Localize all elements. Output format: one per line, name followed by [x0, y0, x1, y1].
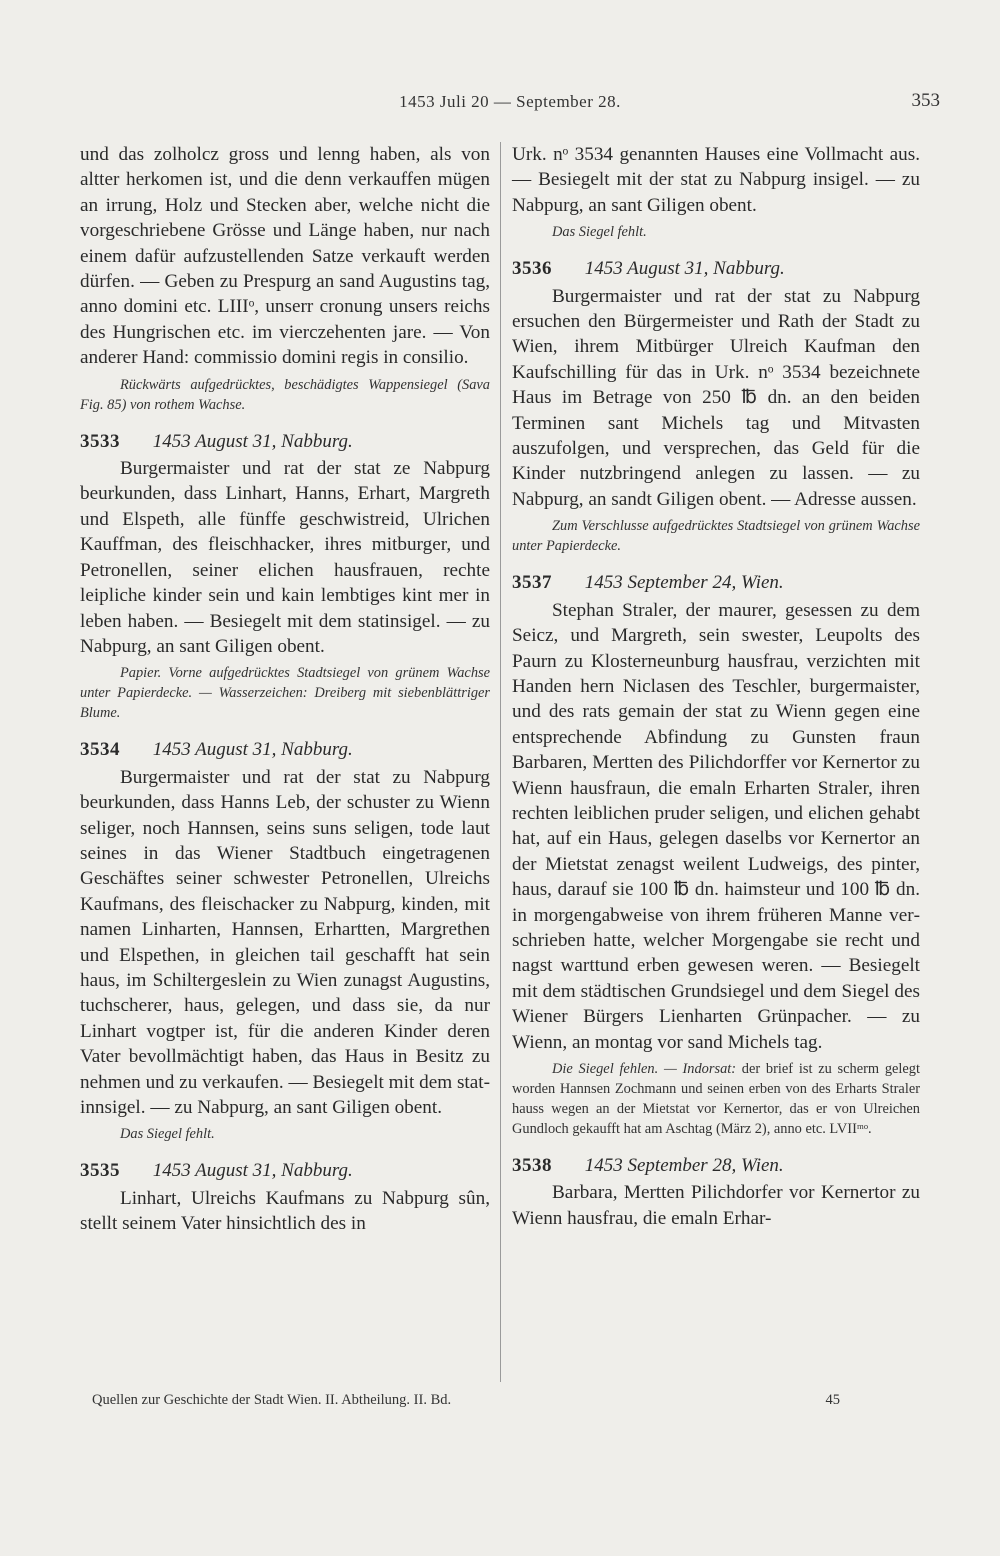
entry-number: 3538: [512, 1155, 552, 1176]
footer-signature: 45: [825, 1392, 840, 1408]
entry-3538: [512, 1153, 920, 1231]
entry-number: 3535: [80, 1160, 120, 1182]
entry-text: Burgermaister und rat der stat ze Nabpurg beurkunden, dass Linhart, Hanns, Erhart, Margreth und Elspeth, alle fünffe geschwistreid, Ulrichen Kauffman, des fleischhacker, ihres mitburger, und Petronellen, seiner elichen hausfrauen, rechte leipliche kinder sein und kain lembtiges kint mer in leben haben. — Besiegelt mit dem statinsigel. — zu Nabpurg, an sant Giligen obent.: [80, 458, 490, 657]
footer-source: Quellen zur Geschichte der Stadt Wien. II. Abtheilung. II. Bd.: [92, 1392, 452, 1408]
left-column: [80, 142, 490, 1237]
entry-number: 3533: [80, 430, 120, 452]
entry-date-place: 1453 September 28, Wien.: [584, 1155, 784, 1176]
page-footer: [80, 1392, 940, 1416]
entry-note: Das Siegel fehlt.: [120, 1126, 215, 1143]
entry-3535: [80, 1158, 490, 1236]
entry-number: 3537: [512, 572, 552, 594]
entry-heading: [512, 1153, 920, 1178]
entry-note: Papier. Vorne aufgedrücktes Stadtsiegel von grünem Wachse unter Papierdecke. — Wasserzeichen: Dreiberg mit siebenblättriger Blume.: [80, 665, 490, 722]
entry-text: Barbara, Mertten Pilichdorfer vor Kernertor zu Wienn hausfrau, die emaln Erhar-: [512, 1182, 920, 1229]
entry-3533: [80, 429, 490, 724]
entry-heading: [80, 429, 490, 454]
column-divider: [500, 142, 501, 1382]
header-date-range: 1453 Juli 20 — September 28.: [399, 92, 621, 111]
entry-date-place: 1453 August 31, Nabburg.: [584, 258, 785, 280]
entry-text: Burgermaister und rat der stat zu Nabpurg beurkunden, dass Hanns Leb, der schuster zu Wienn seliger, noch Hannsen, seins suns seligen, tode laut seines in das Wiener Stadtbuch eingetragenen Geschäftes seiner schwester Petronellen, Ulreichs Kaufmans, des fleischacker zu Nabpurg, kinden, mit namen Linharten, Hannsen, Erhartten, Margrethen und Elspethen, in gleichen tail geschafft hat sein haus, im Schiltergeslein zu Wien zunagst Augustins, tuchscherer, haus, gelegen, und dass sie, da nur Linhart vogtper ist, für die anderen Kinder deren Vater bevollmächtigt haben, das Haus in Besitz zu nehmen und zu verkaufen. — Besiegelt mit dem statinnsigel. — zu Nabpurg, an sant Giligen obent.: [80, 766, 490, 1118]
entry-text: Stephan Straler, der maurer, gesessen zu dem Seicz, und Margreth, sein swester, Leupolts des Paurn zu Klosterneunburg hausfrau, verzichten mit Handen hern Niclasen des Teschler, burgermaister, und des rats gemain der stat zu Wienn gegen eine entsprechende Abfindung zu Gunsten fraun Barbaren, Mertten des Pilichdorffer vor Kernertor zu Wienn hausfraun, die emaln Erharten Straler, ihren rechten leiblichen pruder seligen, und elichen gehabt hat, auf ein Haus, gelegen daselbs vor Kernertor an der Mietstat zenagst weilent Ludweigs, des pinter, haus, darauf sie 100 ℔ dn. haimsteur und 100 ℔ dn. in morgengabweise von ihrem früheren Manne verschrieben hatte, welcher Morgengabe sie recht und nagst warttund erben gewesen weren. — Besiegelt mit dem städtischen Grundsiegel und dem Siegel des Wiener Bürgers Lienharten Grünpacher. — zu Wienn, an montag vor sand Michels tag.: [512, 599, 920, 1053]
entry-heading: [512, 256, 920, 281]
entry-note: Rückwärts aufgedrücktes, beschädigtes Wappensiegel (Sava Fig. 85) von rothem Wachse.: [80, 376, 490, 413]
entry-heading: [512, 570, 920, 595]
entry-3537: [512, 570, 920, 1139]
entry-text: Burgermaister und rat der stat zu Nabpurg ersuchen den Bürgermeister und Rath der Stadt zu Wien, ihrem Mitbürger Ulreich Kaufman den Kaufschilling für das in Urk. nᵒ 3534 bezeichnete Haus im Betrage von 250 ℔ dn. an den beiden Terminen sant Michels tag und Mitvasten auszufolgen, und versprechen, das Geld für die Kinder nutzbringend anlegen zu lassen. — zu Nabpurg, an sandt Giligen obent. — Adresse aussen.: [512, 285, 920, 510]
entry-date-place: 1453 August 31, Nabburg.: [152, 739, 353, 761]
page-header: [80, 92, 940, 122]
entry-heading: [80, 737, 490, 762]
entry-number: 3536: [512, 258, 552, 280]
entry-text: Linhart, Ulreichs Kaufmans zu Nabpurg sûn, stellt seinem Vater hinsichtlich des in: [80, 1187, 490, 1235]
entry-heading: [80, 1158, 490, 1183]
entry-date-place: 1453 September 24, Wien.: [584, 572, 784, 594]
entry-number: 3534: [80, 739, 120, 761]
entry-3534: [80, 737, 490, 1144]
entry-date-place: 1453 August 31, Nabburg.: [152, 1160, 353, 1182]
entry-date-place: 1453 August 31, Nabburg.: [152, 430, 353, 452]
entry-note: [512, 1059, 920, 1139]
page-number: 353: [911, 90, 940, 111]
continued-text: Urk. nᵒ 3534 genannten Hauses eine Vollmacht aus. — Besiegelt mit der stat zu Nabpurg insigel. — zu Nabpurg, an sant Giligen obent.: [512, 144, 920, 216]
continued-text: und das zolholcz gross und lenng haben, als von altter herkomen ist, und die denn verkauffen mügen an irrung, Holz und Stecken aber, welche nicht die vorgeschriebene Grösse und Länge haben, nur nach einem dafür aufzustellenden Satze verkauft werden dürfen. — Geben zu Prespurg an sand Augustins tag, anno domini etc. LIIIᵒ, unserr cronung unsers reichs des Hungrischen etc. im vierczehenten jare. — Von anderer Hand: commissio domini regis in consilio.: [80, 144, 490, 369]
entry-note: Zum Verschlusse aufgedrücktes Stadtsiegel von grünem Wachse unter Papierdecke.: [512, 518, 920, 555]
entry-3536: [512, 256, 920, 556]
note-plain-part: der brief ist zu scherm gelegt worden Hannsen Zochmann und seinen erben von des Erharts Straler hauss wegen an der Mietstat vor Kernertor, das er von Ulreichen Gundloch gekaufft hat am Aschtag (März 2), anno etc. LVIIᵐᵒ.: [512, 1061, 920, 1137]
note-italic-part: Die Siegel fehlen. — Indorsat:: [552, 1061, 737, 1077]
right-column: [512, 142, 920, 1231]
entry-note: Das Siegel fehlt.: [552, 224, 647, 241]
